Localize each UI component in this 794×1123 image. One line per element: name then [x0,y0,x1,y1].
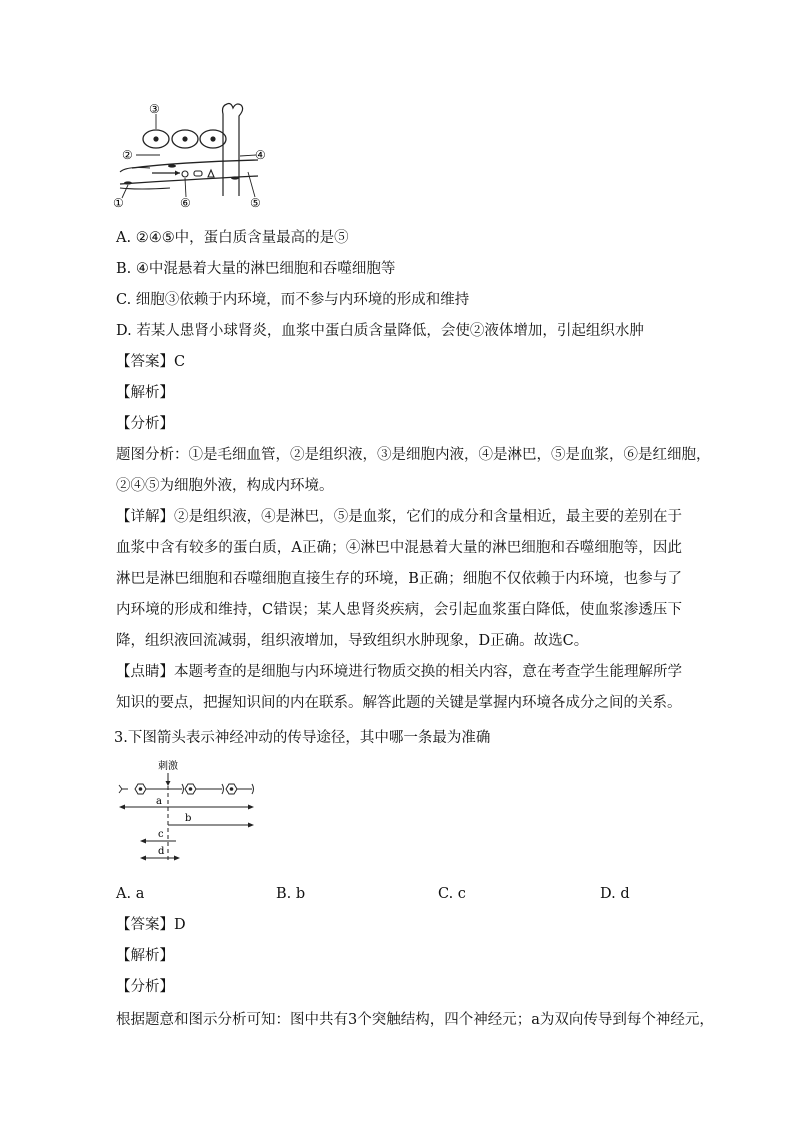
q2-comment [116,657,682,719]
q3-stem: 3.下图箭头表示神经冲动的传导途径，其中哪一条最为准确 [114,730,491,746]
arrow-label-a: a [156,796,162,807]
neuron-diagram [118,756,268,864]
arrow-label-d: d [158,846,165,857]
q2-analysis-line-2: ②④⑤为细胞外液，构成内环境。 [116,478,334,494]
label-1: ① [113,196,124,210]
q3-option-a: A. a [116,886,145,902]
label-3: ③ [149,102,160,116]
q3-fenxi-heading: 【分析】 [116,979,174,995]
q2-fenxi-heading: 【分析】 [116,416,174,432]
q2-option-c: C. 细胞③依赖于内环境，而不参与内环境的形成和维持 [116,292,470,308]
q2-jiexi-heading: 【解析】 [116,385,174,401]
label-4: ④ [255,148,266,162]
arrow-label-c: c [158,829,164,840]
q3-answer: 【答案】D [116,917,186,933]
q2-detail [116,502,682,657]
q2-option-d: D. 若某人患肾小球肾炎，血浆中蛋白质含量降低，会使②液体增加，引起组织水肿 [116,323,644,339]
label-6: ⑥ [180,196,191,210]
q2-comment-text: 【点睛】本题考查的是细胞与内环境进行物质交换的相关内容，意在考查学生能理解所学知识的要点，把握知识间的内在联系。解答此题的关键是掌握内环境各成分之间的关系。 [116,664,682,711]
q3-jiexi-heading: 【解析】 [116,948,174,964]
q3-option-c: C. c [438,886,466,902]
tissue-diagram [110,100,280,210]
q2-answer: 【答案】C [116,354,186,370]
q3-option-d: D. d [600,886,630,902]
arrow-label-b: b [185,813,192,824]
q2-analysis-line-1: 题图分析：①是毛细血管，②是组织液，③是细胞内液，④是淋巴，⑤是血浆，⑥是红细胞， [116,447,711,463]
q3-analysis-line: 根据题意和图示分析可知：图中共有3个突触结构，四个神经元；a为双向传导到每个神经元， [116,1012,714,1028]
q2-option-b: B. ④中混悬着大量的淋巴细胞和吞噬细胞等 [116,261,396,277]
q2-detail-text: 【详解】②是组织液，④是淋巴，⑤是血浆，它们的成分和含量相近，最主要的差别在于血浆中含有较多的蛋白质，A正确；④淋巴中混悬着大量的淋巴细胞和吞噬细胞等，因此淋巴是淋巴细胞和吞噬细胞直接生存的环境，B正确；细胞不仅依赖于内环境，也参与了内环境的形成和维持，C错误；某人患肾炎疾病，会引起血浆蛋白降低，使血浆渗透压下降，组织液回流减弱，组织液增加，导致组织水肿现象，D正确。故选C。 [116,509,682,649]
label-2: ② [122,148,133,162]
label-5: ⑤ [250,196,261,210]
q3-option-b: B. b [276,886,306,902]
q2-option-a: A. ②④⑤中，蛋白质含量最高的是⑤ [116,230,349,246]
stimulus-label: 刺激 [158,761,178,772]
